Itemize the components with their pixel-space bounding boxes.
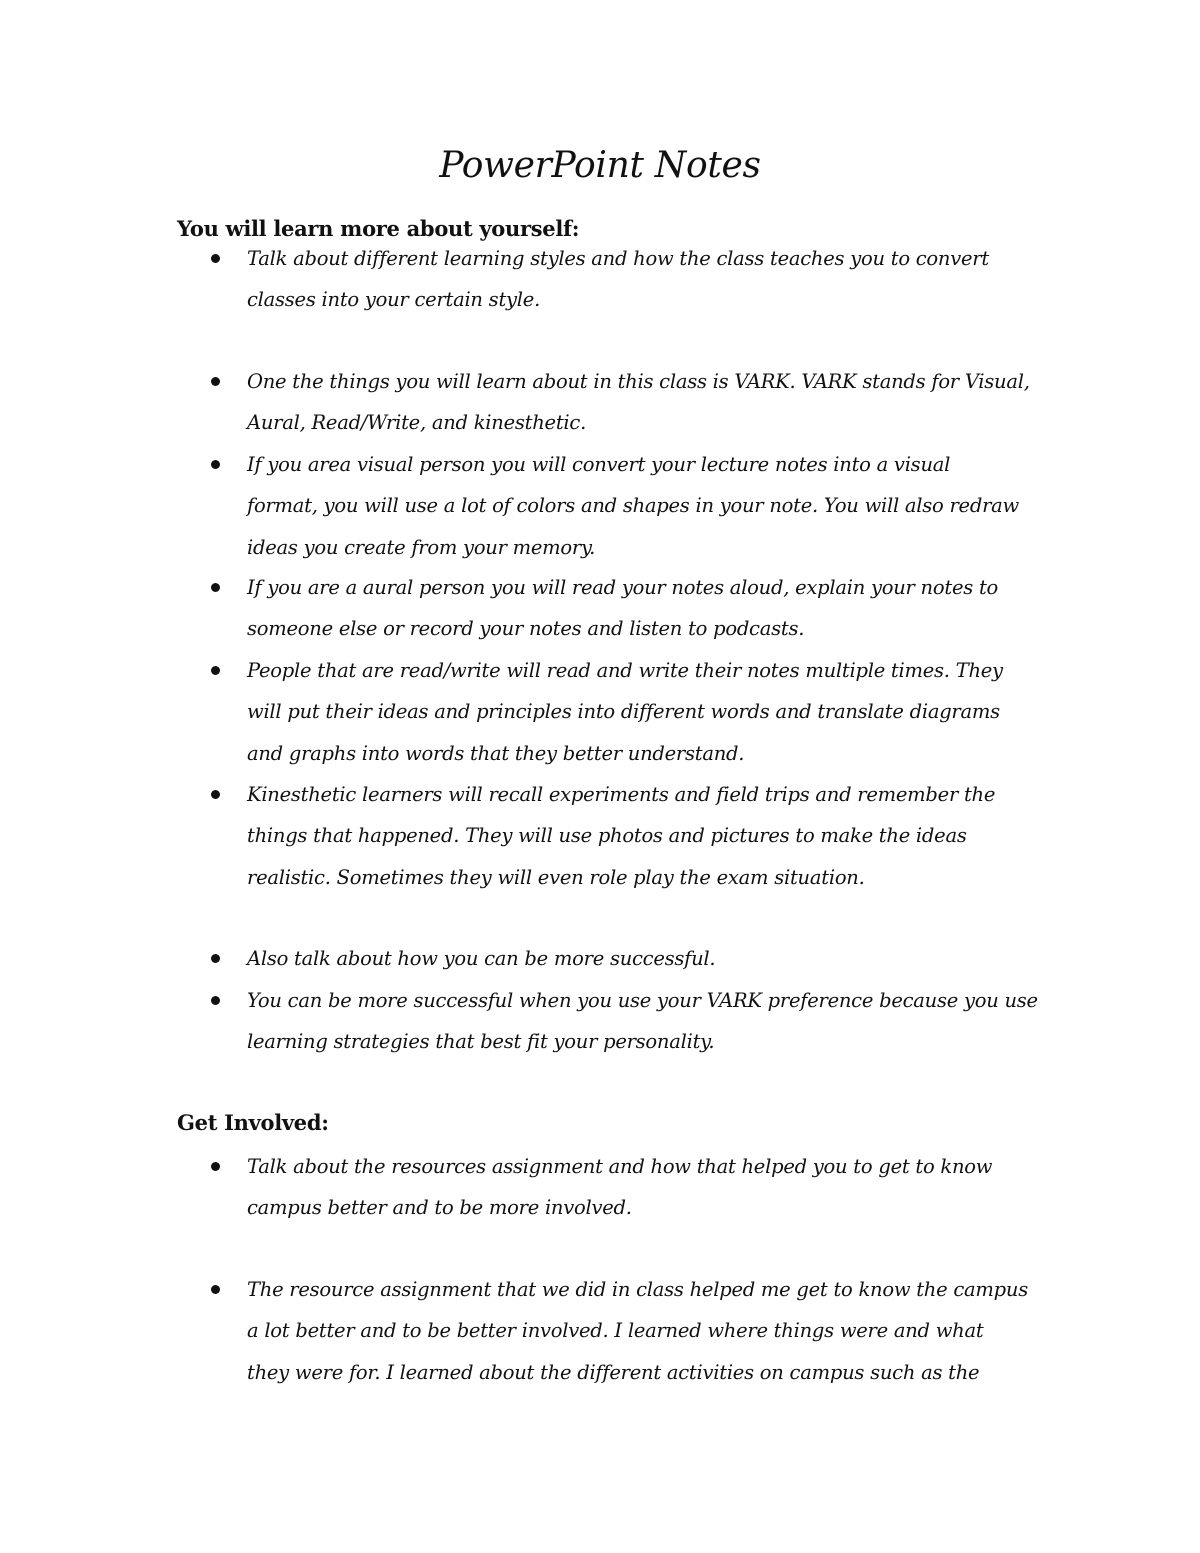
list-item [247, 567, 1047, 650]
list-item [247, 444, 1047, 568]
list-item-line: You can be more successful when you use your VARK preference because you use [247, 989, 1038, 1012]
list-item-line: they were for. I learned about the different activities on campus such as the [247, 1360, 980, 1384]
list-item-line: Talk about the resources assignment and how that helped you to get to know [247, 1155, 993, 1178]
bullet-icon [211, 954, 220, 963]
bullet-icon [211, 1285, 220, 1294]
list-item [247, 238, 1047, 321]
list-item-line: Kinesthetic learners will recall experiments and field trips and remember the [247, 783, 996, 806]
bullet-icon [211, 377, 220, 386]
list-item-line: Aural, Read/Write, and kinesthetic. [247, 411, 587, 435]
list-item-line: learning strategies that best fit your personality. [247, 1030, 715, 1054]
list-item-line: and graphs into words that they better understand. [247, 741, 745, 765]
list-item-line: The resource assignment that we did in class helped me get to know the campus [247, 1278, 1028, 1301]
list-item [247, 980, 1047, 1063]
bullet-icon [211, 790, 220, 799]
list-item-line: format, you will use a lot of colors and shapes in your note. You will also redraw [247, 494, 1019, 518]
bullet-icon [211, 460, 220, 469]
list-item-line: If you area visual person you will convert your lecture notes into a visual [247, 453, 951, 476]
list-item-line: Also talk about how you can be more successful. [247, 947, 716, 970]
list-item [247, 361, 1047, 444]
list-item-line: realistic. Sometimes they will even role play the exam situation. [247, 865, 865, 889]
list-item-line: someone else or record your notes and listen to podcasts. [247, 617, 805, 641]
list-item-line: One the things you will learn about in this class is VARK. VARK stands for Visual, [247, 370, 1030, 393]
list-item [247, 774, 1047, 898]
list-item [247, 1269, 1047, 1393]
list-item-line: classes into your certain style. [247, 288, 541, 312]
bullet-icon [211, 666, 220, 675]
list-item [247, 1146, 1047, 1229]
list-item-line: ideas you create from your memory. [247, 535, 596, 559]
bullet-icon [211, 583, 220, 592]
list-item-line: Talk about different learning styles and how the class teaches you to convert [247, 247, 989, 270]
list-item [247, 938, 1047, 979]
section-heading-get-involved: Get Involved: [177, 1110, 329, 1135]
bullet-icon [211, 254, 220, 263]
list-item-line: will put their ideas and principles into different words and translate diagrams [247, 700, 1000, 724]
list-item [247, 650, 1047, 774]
page-title: PowerPoint Notes [439, 145, 761, 186]
list-item-line: a lot better and to be better involved. I learned where things were and what [247, 1319, 984, 1343]
list-item-line: campus better and to be more involved. [247, 1196, 632, 1220]
list-item-line: If you are a aural person you will read your notes aloud, explain your notes to [247, 576, 999, 599]
section-heading-learn-about-yourself: You will learn more about yourself: [177, 216, 580, 241]
bullet-icon [211, 996, 220, 1005]
bullet-icon [211, 1162, 220, 1171]
list-item-line: People that are read/write will read and write their notes multiple times. They [247, 659, 1003, 682]
list-item-line: things that happened. They will use photos and pictures to make the ideas [247, 824, 967, 848]
